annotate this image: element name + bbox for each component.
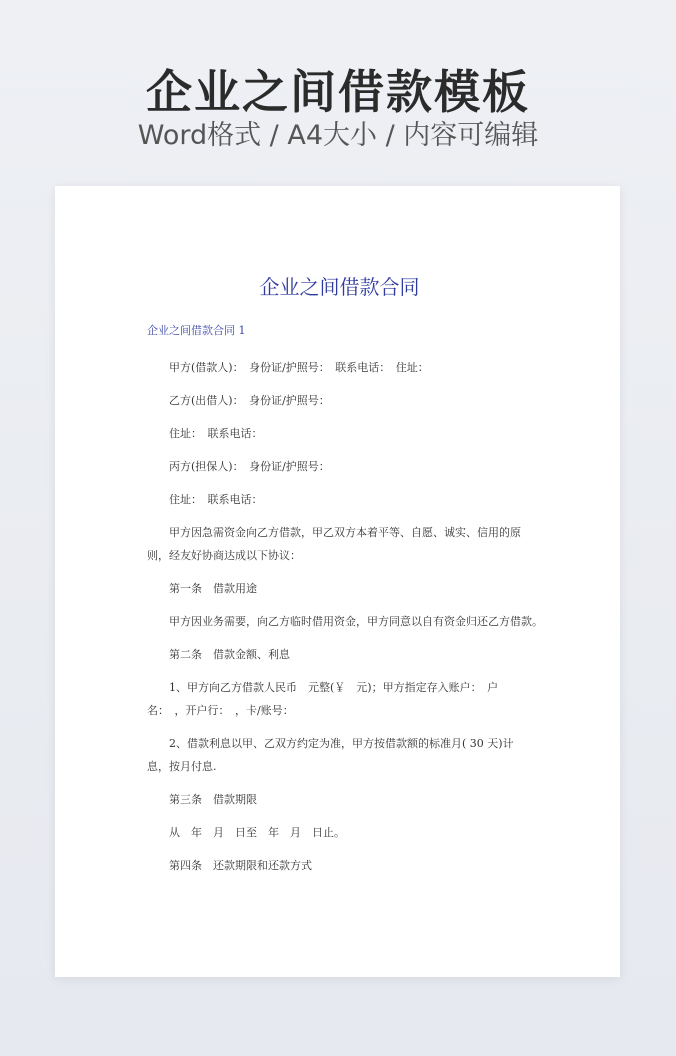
article-1-heading: 第一条 借款用途 xyxy=(169,582,257,595)
article-2-heading: 第二条 借款金额、利息 xyxy=(169,648,290,661)
article-2-clause-1: 1、甲方向乙方借款人民币 元整(￥ 元)；甲方指定存入账户： 户名： ，开户行： ，卡/账号： xyxy=(147,681,499,717)
article-2-clause-2: 2、借款利息以甲、乙双方约定为准，甲方按借款额的标准月( 30 天)计息，按月付息. xyxy=(147,737,514,773)
banner-title: 企业之间借款模板 xyxy=(146,65,530,119)
paragraph-guarantor-address: 住址： 联系电话： xyxy=(169,493,263,506)
paragraph-preamble: 甲方因急需资金向乙方借款，甲乙双方本着平等、自愿、诚实、信用的原则，经友好协商达成以下协议： xyxy=(147,526,521,562)
document-title: 企业之间借款合同 xyxy=(259,275,420,299)
paragraph-borrower: 甲方(借款人)： 身份证/护照号： 联系电话： 住址： xyxy=(169,361,429,374)
paragraph-lender: 乙方(出借人)： 身份证/护照号： xyxy=(169,394,330,407)
article-3-heading: 第三条 借款期限 xyxy=(169,793,257,806)
document-reference: 企业之间借款合同 1 xyxy=(147,324,246,337)
paragraph-lender-address: 住址： 联系电话： xyxy=(169,427,263,440)
article-4-heading: 第四条 还款期限和还款方式 xyxy=(169,859,312,872)
article-1-body: 甲方因业务需要，向乙方临时借用资金，甲方同意以自有资金归还乙方借款。 xyxy=(169,615,543,628)
paragraph-guarantor: 丙方(担保人)： 身份证/护照号： xyxy=(169,460,330,473)
document-page xyxy=(55,186,620,977)
article-3-body: 从 年 月 日至 年 月 日止。 xyxy=(169,826,345,839)
banner-subtitle: Word格式 / A4大小 / 内容可编辑 xyxy=(137,120,539,151)
